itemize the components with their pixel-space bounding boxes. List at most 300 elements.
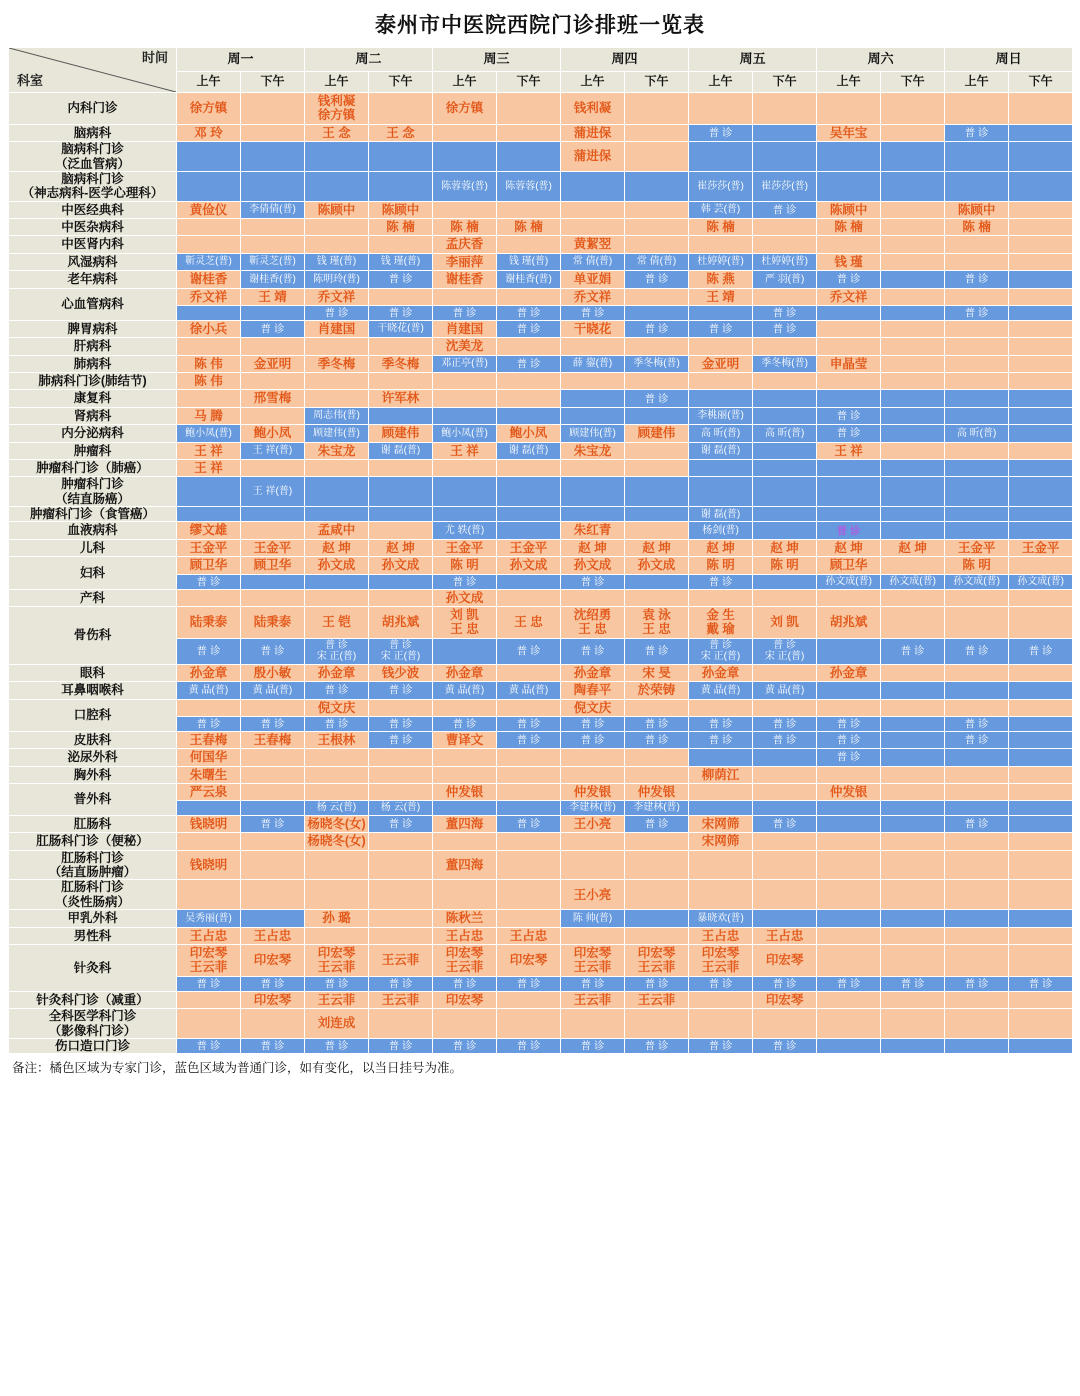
schedule-cell (945, 93, 1009, 125)
cell-text: 金亚明 (701, 356, 740, 371)
cell-text: 陈秋兰 (445, 911, 484, 926)
schedule-cell (753, 219, 817, 236)
schedule-cell (753, 557, 817, 574)
schedule-cell (241, 731, 305, 748)
table-row (9, 320, 1073, 337)
cell-text: 仲发银 (573, 785, 612, 800)
cell-text: 普 诊 (516, 323, 541, 336)
schedule-cell (625, 507, 689, 522)
schedule-cell (625, 407, 689, 424)
schedule-cell (497, 93, 561, 125)
schedule-cell (817, 731, 881, 748)
cell-text: 徐方镇 (445, 101, 484, 116)
schedule-cell (881, 574, 945, 589)
schedule-cell (561, 716, 625, 731)
cell-text: 赵 坤 (578, 540, 607, 555)
schedule-cell (753, 390, 817, 407)
schedule-cell (369, 271, 433, 288)
schedule-cell (369, 766, 433, 783)
cell-text: 王 祥(普) (252, 445, 293, 456)
schedule-cell (689, 390, 753, 407)
schedule-cell (433, 477, 497, 507)
cell-text: 钱 瑾 (834, 254, 863, 269)
cell-text: 普 诊 (516, 306, 541, 319)
schedule-cell (625, 664, 689, 681)
schedule-cell (433, 749, 497, 766)
cell-text: 鲍小凤 (509, 426, 548, 441)
schedule-cell (817, 801, 881, 816)
department-name: 肛肠科门诊（便秘） (9, 833, 177, 850)
cell-text: 普 诊 (516, 357, 541, 370)
schedule-cell (625, 638, 689, 664)
cell-text: 普 诊 (772, 306, 797, 319)
schedule-cell (241, 236, 305, 253)
schedule-cell (945, 407, 1009, 424)
schedule-cell (1009, 442, 1073, 459)
schedule-cell (433, 976, 497, 991)
schedule-cell (305, 288, 369, 305)
schedule-cell (433, 253, 497, 270)
schedule-cell (689, 976, 753, 991)
cell-text: 顾卫华 (253, 558, 292, 573)
schedule-cell (945, 390, 1009, 407)
cell-text: 孙金章 (829, 665, 868, 680)
schedule-cell (497, 305, 561, 320)
schedule-cell (625, 607, 689, 639)
schedule-cell (177, 425, 241, 442)
schedule-cell (241, 320, 305, 337)
cell-text: 普 诊 (964, 734, 989, 747)
schedule-cell (945, 749, 1009, 766)
schedule-cell (497, 557, 561, 574)
schedule-cell (881, 142, 945, 172)
half-day-header: 下午 (241, 71, 305, 92)
schedule-cell (881, 219, 945, 236)
schedule-cell (497, 664, 561, 681)
schedule-cell (881, 459, 945, 476)
schedule-cell (881, 390, 945, 407)
schedule-cell (881, 338, 945, 355)
schedule-cell (625, 93, 689, 125)
schedule-cell (881, 815, 945, 832)
schedule-cell (561, 477, 625, 507)
cell-text: 陈蓉蓉(普) (441, 180, 488, 192)
schedule-cell (561, 425, 625, 442)
schedule-cell (241, 991, 305, 1008)
schedule-cell (497, 124, 561, 141)
cell-text: 李倩倩(普) (249, 204, 296, 216)
schedule-cell (945, 338, 1009, 355)
cell-text: 印宏琴 (765, 953, 804, 968)
schedule-cell (241, 589, 305, 606)
schedule-cell (753, 477, 817, 507)
schedule-cell (433, 355, 497, 372)
schedule-cell (625, 991, 689, 1008)
schedule-cell (433, 682, 497, 699)
schedule-cell (305, 390, 369, 407)
schedule-cell (241, 607, 305, 639)
table-row (9, 219, 1073, 236)
department-name: 肿瘤科门诊（食管癌） (9, 507, 177, 522)
cell-text: 普 诊 (516, 977, 541, 990)
schedule-cell (433, 944, 497, 976)
schedule-cell (945, 910, 1009, 927)
table-row (9, 833, 1073, 850)
cell-text: 薛 鋆(普) (572, 358, 613, 370)
cell-text: 季冬梅(普) (761, 358, 808, 370)
cell-text: 陈 楠 (834, 220, 863, 234)
schedule-cell (305, 589, 369, 606)
table-row (9, 522, 1073, 539)
schedule-cell (1009, 171, 1073, 201)
schedule-cell (881, 355, 945, 372)
schedule-cell (497, 607, 561, 639)
schedule-cell (945, 927, 1009, 944)
cell-text: 普 诊 (580, 734, 605, 747)
cell-text: 朱曙生 (189, 767, 228, 782)
schedule-cell (369, 638, 433, 664)
schedule-cell (753, 124, 817, 141)
schedule-cell (625, 522, 689, 539)
table-row (9, 749, 1073, 766)
cell-text: 普 诊 (580, 717, 605, 730)
schedule-cell (625, 288, 689, 305)
schedule-cell (561, 373, 625, 390)
cell-text: 普 诊 (964, 273, 989, 286)
table-row (9, 425, 1073, 442)
cell-text: 李桃丽(普) (697, 410, 744, 422)
schedule-cell (497, 171, 561, 201)
schedule-cell (817, 557, 881, 574)
schedule-cell (497, 991, 561, 1008)
cell-text: 孙金章 (317, 665, 356, 680)
schedule-cell (433, 390, 497, 407)
schedule-cell (689, 355, 753, 372)
schedule-cell (561, 574, 625, 589)
half-day-header: 下午 (625, 71, 689, 92)
cell-text: 普 诊 (580, 575, 605, 588)
cell-text: 顾卫华 (189, 558, 228, 573)
schedule-cell (241, 833, 305, 850)
schedule-cell (177, 749, 241, 766)
schedule-cell (1009, 373, 1073, 390)
schedule-cell (689, 699, 753, 716)
corner-header (9, 48, 177, 93)
department-name: 男性科 (9, 927, 177, 944)
schedule-cell (625, 320, 689, 337)
department-name: 口腔科 (9, 699, 177, 731)
cell-text: 黄 晶(普) (700, 684, 741, 696)
cell-text: 普 诊 (196, 645, 221, 658)
schedule-cell (433, 407, 497, 424)
schedule-cell (241, 338, 305, 355)
department-name: 皮肤科 (9, 731, 177, 748)
schedule-cell (305, 459, 369, 476)
schedule-cell (689, 815, 753, 832)
cell-text: 王 祥 (194, 460, 223, 475)
cell-text: 严 羽(普) (764, 273, 805, 285)
cell-text: 乔文祥 (189, 289, 228, 304)
schedule-cell (625, 219, 689, 236)
schedule-cell (305, 507, 369, 522)
cell-text: 孙 璐 (322, 911, 351, 926)
schedule-cell (241, 171, 305, 201)
schedule-cell (561, 784, 625, 801)
schedule-cell (817, 833, 881, 850)
schedule-cell (369, 201, 433, 218)
schedule-cell (433, 910, 497, 927)
schedule-cell (561, 288, 625, 305)
cell-text: 顾建伟 (381, 426, 420, 441)
cell-text: 宋网筛 (701, 816, 740, 831)
day-header: 周日 (945, 48, 1073, 72)
schedule-cell (753, 638, 817, 664)
cell-text: 谢 磊(普) (700, 508, 741, 520)
schedule-cell (497, 373, 561, 390)
table-row (9, 171, 1073, 201)
schedule-cell (177, 880, 241, 910)
schedule-cell (1009, 93, 1073, 125)
schedule-cell (241, 682, 305, 699)
schedule-cell (305, 271, 369, 288)
cell-text: 钱晓明 (189, 857, 228, 872)
table-row (9, 784, 1073, 801)
schedule-cell (1009, 815, 1073, 832)
schedule-cell (305, 355, 369, 372)
schedule-cell (945, 589, 1009, 606)
table-row (9, 1009, 1073, 1039)
schedule-cell (817, 522, 881, 539)
schedule-cell (433, 320, 497, 337)
schedule-cell (1009, 305, 1073, 320)
schedule-cell (497, 784, 561, 801)
schedule-cell (881, 749, 945, 766)
table-row (9, 910, 1073, 927)
schedule-cell (497, 271, 561, 288)
day-header: 周六 (817, 48, 945, 72)
cell-text: 杨 云(普) (380, 802, 421, 814)
schedule-cell (305, 201, 369, 218)
schedule-cell (753, 880, 817, 910)
schedule-cell (497, 539, 561, 556)
schedule-cell (625, 373, 689, 390)
schedule-cell (817, 407, 881, 424)
table-row (9, 477, 1073, 507)
schedule-cell (753, 507, 817, 522)
schedule-cell (433, 784, 497, 801)
cell-text: 陈顾中 (317, 202, 356, 217)
schedule-cell (241, 355, 305, 372)
cell-text: 孙文成 (317, 558, 356, 573)
schedule-cell (177, 607, 241, 639)
schedule-cell (753, 976, 817, 991)
cell-text: 王小亮 (573, 816, 612, 831)
cell-text: 王春梅 (253, 732, 292, 747)
schedule-cell (945, 731, 1009, 748)
schedule-cell (305, 338, 369, 355)
schedule-cell (497, 407, 561, 424)
schedule-cell (625, 801, 689, 816)
time-label: 时间 (141, 50, 168, 65)
cell-text: 黄 晶(普) (508, 684, 549, 696)
schedule-cell (241, 784, 305, 801)
schedule-cell (817, 638, 881, 664)
cell-text: 普 诊 (964, 306, 989, 319)
cell-text: 乔文祥 (573, 289, 612, 304)
schedule-cell (305, 607, 369, 639)
half-day-header: 下午 (881, 71, 945, 92)
cell-text: 印宏琴 王云菲 (317, 945, 356, 975)
schedule-cell (561, 1038, 625, 1053)
schedule-cell (177, 305, 241, 320)
schedule-cell (689, 731, 753, 748)
department-name: 泌尿外科 (9, 749, 177, 766)
cell-text: 肖建国 (445, 321, 484, 336)
cell-text: 普 诊 (388, 1040, 413, 1053)
schedule-cell (497, 589, 561, 606)
cell-text: 黄 晶(普) (764, 684, 805, 696)
cell-text: 陈 帅(普) (572, 912, 613, 924)
schedule-cell (753, 539, 817, 556)
schedule-cell (177, 716, 241, 731)
schedule-cell (625, 716, 689, 731)
cell-text: 孙文成(普) (953, 575, 1000, 587)
schedule-cell (369, 815, 433, 832)
department-name: 针灸科门诊（减重） (9, 991, 177, 1008)
schedule-cell (305, 236, 369, 253)
schedule-cell (945, 976, 1009, 991)
schedule-cell (433, 880, 497, 910)
cell-text: 印宏琴 王云菲 (445, 945, 484, 975)
schedule-cell (497, 425, 561, 442)
department-name: 甲乳外科 (9, 910, 177, 927)
schedule-cell (433, 833, 497, 850)
cell-text: 鲍小凤(普) (441, 427, 488, 439)
schedule-cell (1009, 784, 1073, 801)
schedule-cell (1009, 1009, 1073, 1039)
schedule-cell (945, 142, 1009, 172)
schedule-cell (497, 390, 561, 407)
cell-text: 普 诊 (836, 751, 861, 764)
table-row (9, 1038, 1073, 1053)
schedule-cell (497, 716, 561, 731)
half-day-header: 下午 (1009, 71, 1073, 92)
schedule-cell (1009, 390, 1073, 407)
schedule-cell (177, 944, 241, 976)
cell-text: 孟咸中 (317, 523, 356, 538)
cell-text: 曹译文 (445, 732, 484, 747)
cell-text: 孙文成(普) (889, 575, 936, 587)
schedule-cell (305, 927, 369, 944)
schedule-cell (753, 201, 817, 218)
schedule-cell (881, 607, 945, 639)
schedule-cell (817, 201, 881, 218)
schedule-cell (753, 271, 817, 288)
cell-text: 钱 瑾(普) (380, 256, 421, 268)
cell-text: 赵 坤 (770, 540, 799, 555)
schedule-cell (945, 459, 1009, 476)
schedule-cell (241, 1009, 305, 1039)
cell-text: 钱晓明 (189, 816, 228, 831)
schedule-cell (497, 749, 561, 766)
cell-text: 普 诊 (708, 734, 733, 747)
cell-text: 董四海 (445, 857, 484, 872)
table-row (9, 589, 1073, 606)
schedule-cell (241, 716, 305, 731)
schedule-cell (945, 766, 1009, 783)
schedule-cell (241, 880, 305, 910)
schedule-cell (625, 784, 689, 801)
cell-text: 钱少波 (381, 665, 420, 680)
schedule-cell (561, 219, 625, 236)
schedule-cell (305, 305, 369, 320)
cell-text: 靳灵芝(普) (249, 256, 296, 268)
schedule-cell (817, 927, 881, 944)
schedule-cell (497, 699, 561, 716)
schedule-cell (241, 201, 305, 218)
schedule-cell (881, 716, 945, 731)
cell-text: 谢桂香 (445, 272, 484, 287)
cell-text: 普 诊 (580, 1040, 605, 1053)
schedule-cell (817, 338, 881, 355)
table-row (9, 142, 1073, 172)
schedule-cell (753, 574, 817, 589)
cell-text: 普 诊 (1028, 977, 1053, 990)
dept-label: 科室 (17, 73, 44, 89)
schedule-cell (241, 1038, 305, 1053)
schedule-cell (881, 766, 945, 783)
schedule-cell (1009, 338, 1073, 355)
schedule-cell (881, 927, 945, 944)
department-name: 针灸科 (9, 944, 177, 991)
cell-text: 李丽萍 (445, 254, 484, 269)
schedule-cell (177, 442, 241, 459)
schedule-cell (497, 1009, 561, 1039)
department-name: 骨伤科 (9, 607, 177, 665)
cell-text: 赵 坤 (898, 540, 927, 555)
schedule-cell (817, 142, 881, 172)
schedule-cell (625, 124, 689, 141)
table-row (9, 815, 1073, 832)
schedule-cell (369, 976, 433, 991)
schedule-cell (177, 390, 241, 407)
cell-text: 倪文庆 (573, 700, 612, 715)
schedule-cell (497, 522, 561, 539)
cell-text: 王 祥 (194, 443, 223, 458)
schedule-cell (753, 607, 817, 639)
schedule-cell (369, 124, 433, 141)
cell-text: 普 诊 (964, 126, 989, 139)
cell-text: 普 诊 (708, 575, 733, 588)
schedule-cell (497, 638, 561, 664)
cell-text: 宋网筛 (701, 834, 740, 849)
schedule-cell (881, 699, 945, 716)
schedule-cell (369, 171, 433, 201)
schedule-cell (881, 373, 945, 390)
schedule-cell (305, 976, 369, 991)
cell-text: 孙文成(普) (1017, 575, 1064, 587)
schedule-cell (305, 522, 369, 539)
half-day-header: 下午 (753, 71, 817, 92)
schedule-cell (945, 607, 1009, 639)
table-row (9, 682, 1073, 699)
department-name: 妇科 (9, 557, 177, 589)
schedule-cell (881, 880, 945, 910)
schedule-cell (689, 522, 753, 539)
schedule-cell (817, 459, 881, 476)
cell-text: 王 念 (386, 125, 415, 140)
schedule-cell (689, 201, 753, 218)
